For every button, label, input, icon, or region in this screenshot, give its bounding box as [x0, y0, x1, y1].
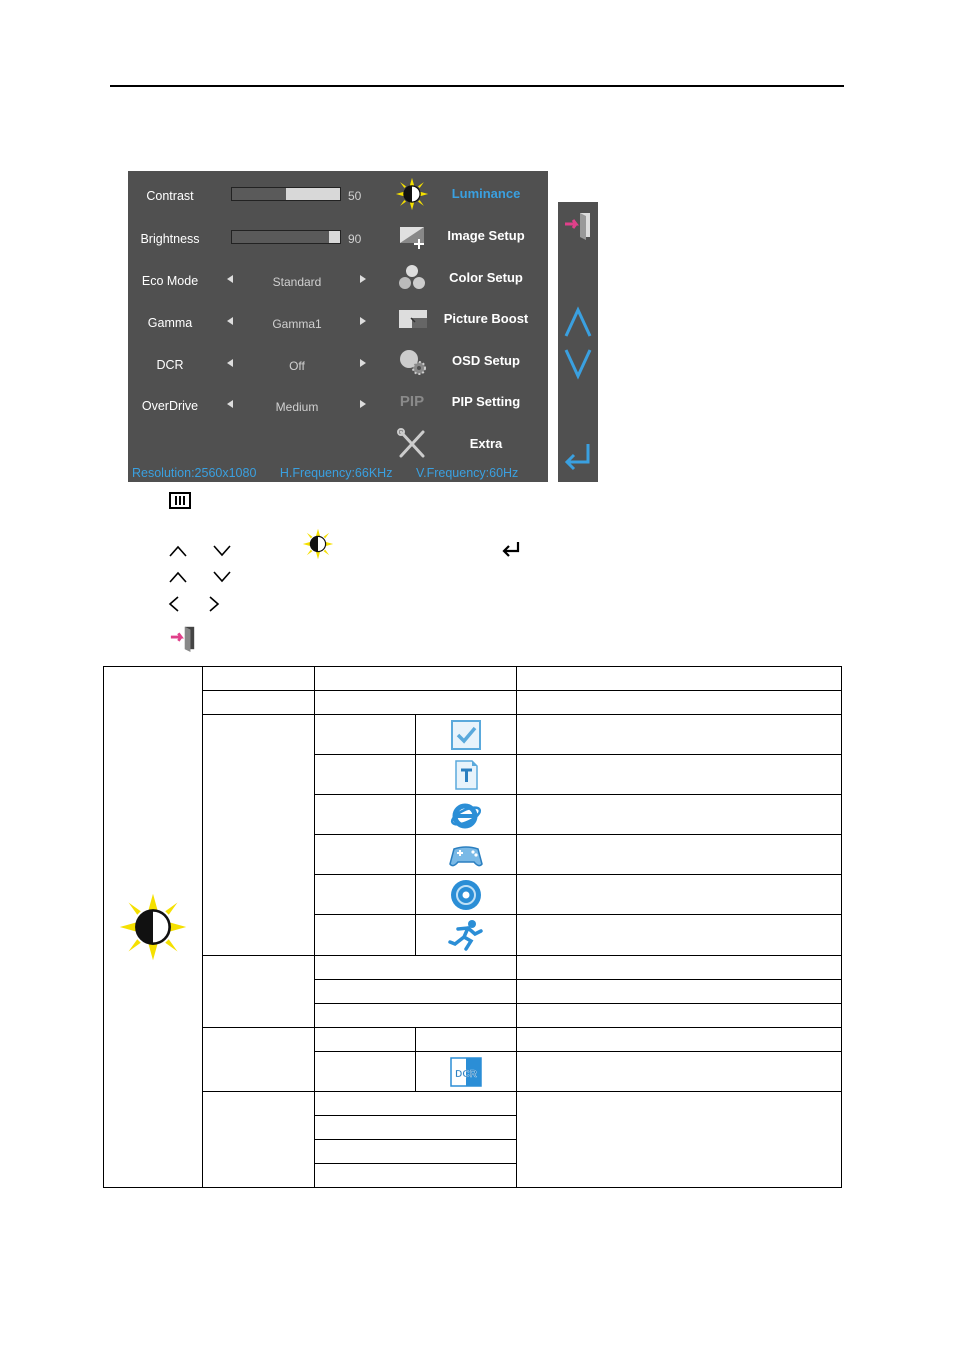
setting-label: Contrast: [146, 189, 194, 203]
table-cell: [517, 875, 842, 915]
right-arrow-icon[interactable]: [360, 317, 366, 325]
table-cell: [203, 1028, 315, 1092]
table-cell: [517, 915, 842, 956]
table-cell: [416, 795, 517, 835]
table-cell: [416, 875, 517, 915]
contrast-value: 50: [348, 189, 362, 203]
menu-label: OSD Setup: [452, 353, 520, 368]
table-cell: [203, 691, 315, 715]
up-icon[interactable]: [564, 306, 592, 338]
table-cell: [517, 835, 842, 875]
table-cell: [315, 1052, 416, 1092]
setting-overdrive[interactable]: [128, 397, 386, 417]
eco-mode-value: Standard: [272, 275, 322, 289]
table-cell: [315, 956, 517, 980]
game-mode-icon: [448, 840, 484, 870]
enter-icon: [500, 540, 522, 558]
table-cell: [315, 1164, 517, 1188]
down-chevron-icon: [212, 544, 232, 558]
color-setup-icon: [392, 261, 432, 295]
v-frequency-status: V.Frequency:60Hz: [415, 466, 519, 480]
table-cell: [315, 915, 416, 956]
menu-label: Picture Boost: [443, 311, 529, 326]
table-cell: [315, 1116, 517, 1140]
table-cell: [517, 956, 842, 980]
table-cell: [517, 691, 842, 715]
svg-text:DCR: DCR: [455, 1068, 477, 1080]
right-arrow-icon[interactable]: [360, 359, 366, 367]
left-arrow-icon[interactable]: [227, 400, 233, 408]
table-cell: [517, 667, 842, 691]
standard-mode-icon: [450, 719, 482, 751]
enter-icon[interactable]: [562, 442, 594, 472]
osd-panel: [128, 171, 548, 482]
table-cell: [203, 715, 315, 956]
right-chevron-icon: [206, 595, 222, 613]
left-chevron-icon: [166, 595, 182, 613]
setting-contrast[interactable]: [128, 187, 386, 207]
menu-label: PIP Setting: [451, 394, 521, 409]
brightness-value: 90: [348, 232, 362, 246]
menu-picture-boost[interactable]: [390, 302, 548, 336]
menu-label: Color Setup: [449, 270, 523, 285]
menu-color-setup[interactable]: [390, 261, 548, 295]
resolution-status: Resolution:2560x1080: [132, 466, 257, 480]
menu-label: Extra: [469, 436, 503, 451]
dcr-icon: [450, 1057, 482, 1087]
overdrive-value: Medium: [275, 400, 319, 414]
sun-icon: [300, 528, 336, 560]
header-rule: [110, 85, 844, 87]
luminance-cell: [104, 667, 203, 1188]
left-arrow-icon[interactable]: [227, 317, 233, 325]
image-setup-icon: [392, 219, 432, 253]
table-cell: [517, 1052, 842, 1092]
table-cell: [517, 795, 842, 835]
table-cell: [416, 915, 517, 956]
table-cell: [203, 1092, 315, 1188]
gamma-value: Gamma1: [272, 317, 322, 331]
table-cell: [416, 1028, 517, 1052]
table-cell: [416, 715, 517, 755]
setting-label: Brightness: [140, 232, 200, 246]
sun-icon: [392, 177, 432, 211]
menu-image-setup[interactable]: [390, 219, 548, 253]
table-cell: [315, 1092, 517, 1116]
setting-brightness[interactable]: [128, 230, 386, 250]
text-mode-icon: [452, 759, 480, 791]
down-icon[interactable]: [564, 348, 592, 380]
sports-mode-icon: [448, 919, 484, 951]
table-cell: [315, 980, 517, 1004]
pip-icon: PIP: [399, 393, 425, 410]
luminance-table: [103, 666, 842, 1188]
table-cell: [517, 1028, 842, 1052]
table-cell: [315, 835, 416, 875]
table-cell: [315, 755, 416, 795]
sun-icon: [118, 892, 188, 962]
table-cell: [203, 956, 315, 1028]
exit-icon[interactable]: [562, 210, 594, 240]
menu-button-icon: [168, 491, 193, 511]
setting-label: Eco Mode: [141, 274, 199, 288]
picture-boost-icon: [392, 302, 432, 336]
table-cell: [517, 1004, 842, 1028]
down-chevron-icon: [212, 570, 232, 584]
brightness-slider[interactable]: [231, 230, 341, 244]
menu-osd-setup[interactable]: [390, 344, 548, 378]
left-arrow-icon[interactable]: [227, 359, 233, 367]
table-cell: [315, 795, 416, 835]
table-cell: [315, 875, 416, 915]
table-cell: [517, 755, 842, 795]
table-cell: [416, 835, 517, 875]
table-cell: [203, 667, 315, 691]
contrast-slider[interactable]: [231, 187, 341, 201]
setting-eco-mode[interactable]: [128, 272, 386, 292]
osd-nav-bar: [558, 202, 598, 482]
menu-pip-setting[interactable]: [390, 385, 548, 419]
table-cell: [315, 715, 416, 755]
up-chevron-icon: [168, 544, 188, 558]
menu-extra[interactable]: [390, 427, 548, 461]
status-bar: [132, 466, 538, 480]
tools-icon: [392, 427, 432, 461]
movie-mode-icon: [449, 878, 483, 912]
left-arrow-icon[interactable]: [227, 275, 233, 283]
setting-gamma[interactable]: [128, 314, 386, 334]
table-cell: [517, 715, 842, 755]
menu-label: Image Setup: [447, 228, 525, 243]
dcr-value: Off: [289, 359, 305, 373]
setting-label: OverDrive: [141, 399, 199, 413]
exit-icon: [166, 624, 200, 652]
table-cell: [416, 755, 517, 795]
table-cell: [315, 1028, 416, 1052]
h-frequency-status: H.Frequency:66KHz: [279, 466, 393, 480]
table-cell: [416, 1052, 517, 1092]
table-cell: [315, 667, 517, 691]
table-cell: [517, 980, 842, 1004]
setting-dcr[interactable]: [128, 356, 386, 376]
osd-setup-icon: [392, 344, 432, 378]
setting-label: Gamma: [147, 316, 193, 330]
table-cell: [517, 1092, 842, 1188]
up-chevron-icon: [168, 570, 188, 584]
menu-luminance[interactable]: [390, 177, 548, 211]
internet-mode-icon: [449, 798, 483, 832]
setting-label: DCR: [156, 358, 184, 372]
right-arrow-icon[interactable]: [360, 275, 366, 283]
right-arrow-icon[interactable]: [360, 400, 366, 408]
table-cell: [315, 1004, 517, 1028]
menu-label: Luminance: [451, 186, 521, 201]
table-cell: [315, 1140, 517, 1164]
table-cell: [315, 691, 517, 715]
